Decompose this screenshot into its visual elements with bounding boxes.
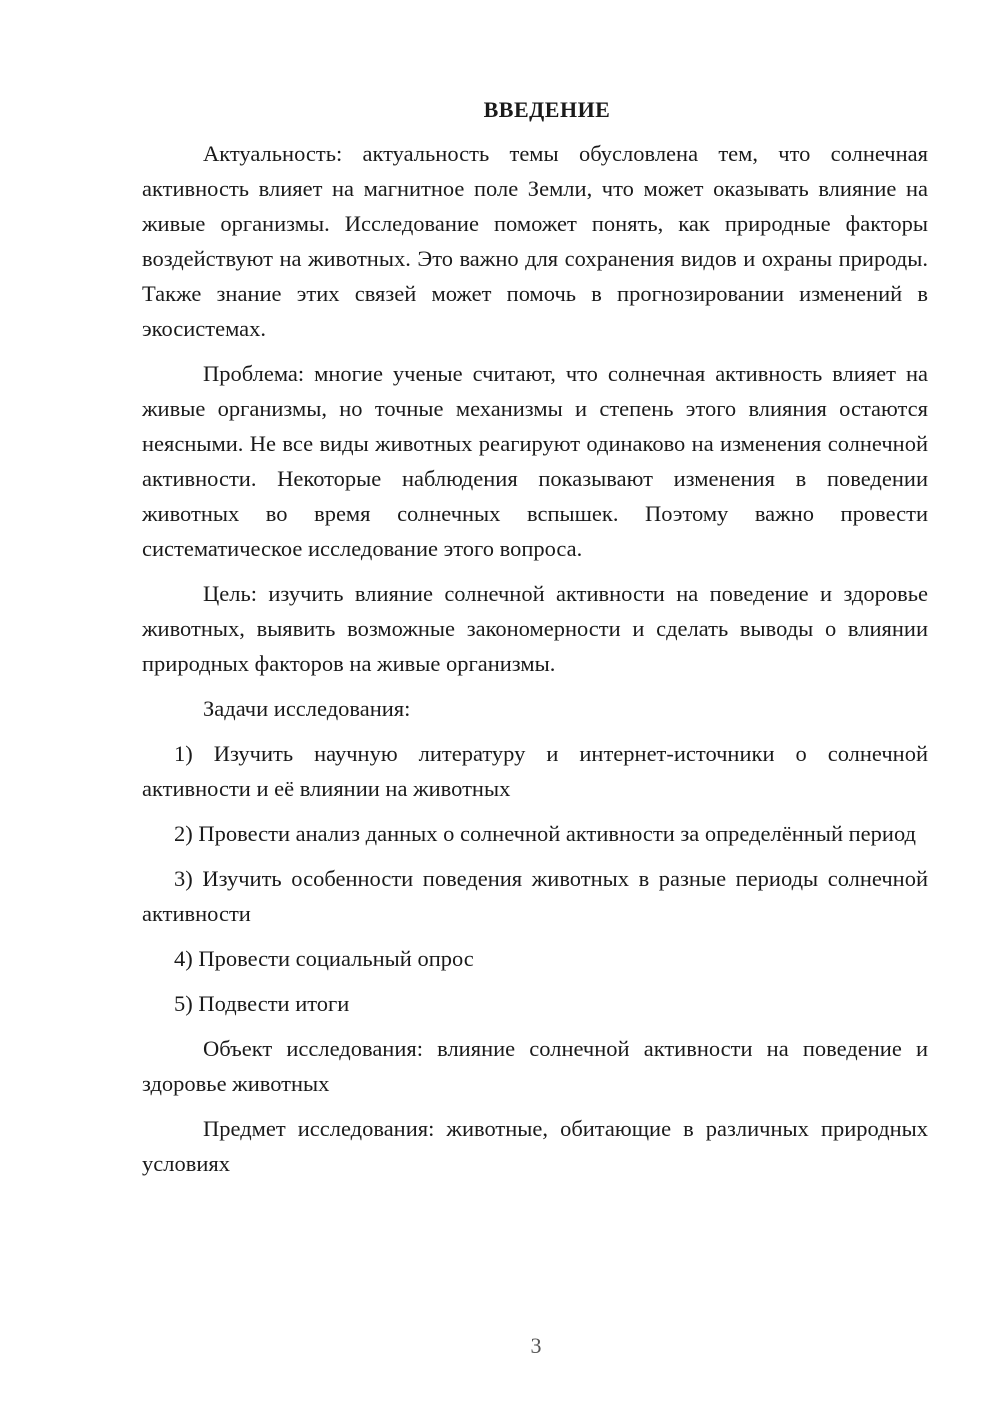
task-item: 5) Подвести итоги (174, 991, 350, 1016)
object-paragraph: Объект исследования: влияние солнечной активности на поведение и здоровье животных (142, 1036, 928, 1096)
relevance-paragraph: Актуальность: актуальность темы обусловлена тем, что солнечная активность влияет на магнитное поле Земли, что может оказывать влияние на живые организмы. Исследование поможет понять, как природные факторы воздействуют на животных. Это важно для сохранения видов и охраны природы. Также знание этих связей может помочь в прогнозировании изменений в экосистемах. (142, 141, 928, 341)
tasks-list (142, 736, 928, 1021)
page-title: ВВЕДЕНИЕ (483, 97, 611, 122)
task-item: 2) Провести анализ данных о солнечной активности за определённый период (174, 821, 916, 846)
goal-paragraph: Цель: изучить влияние солнечной активности на поведение и здоровье животных, выявить возможные закономерности и сделать выводы о влиянии природных факторов на живые организмы. (142, 581, 928, 676)
subject-paragraph: Предмет исследования: животные, обитающие в различных природных условиях (142, 1116, 928, 1176)
document-page (142, 92, 928, 1191)
task-item: 3) Изучить особенности поведения животных в разные периоды солнечной активности (142, 866, 928, 926)
task-item: 4) Провести социальный опрос (174, 946, 474, 971)
page-number: 3 (530, 1333, 542, 1358)
task-item: 1) Изучить научную литературу и интернет-источники о солнечной активности и её влиянии на животных (142, 741, 928, 801)
problem-paragraph: Проблема: многие ученые считают, что солнечная активность влияет на живые организмы, но точные механизмы и степень этого влияния остаются неясными. Не все виды животных реагируют одинаково на изменения солнечной активности. Некоторые наблюдения показывают изменения в поведении животных во время солнечных вспышек. Поэтому важно провести систематическое исследование этого вопроса. (142, 361, 928, 561)
tasks-label: Задачи исследования: (203, 696, 411, 721)
